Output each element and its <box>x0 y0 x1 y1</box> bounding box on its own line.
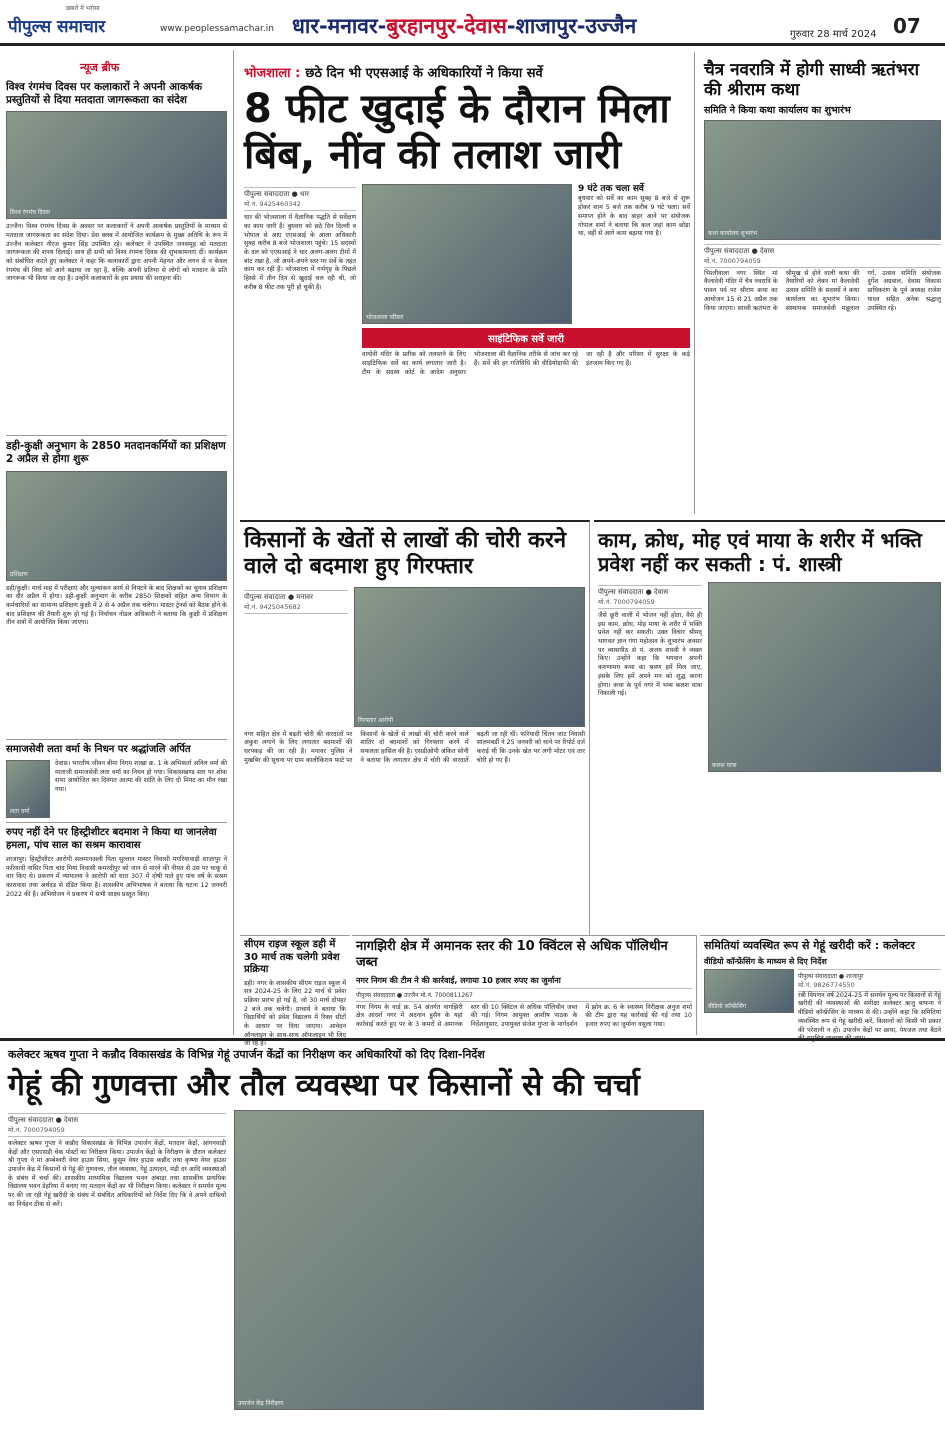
news-brief-column <box>0 50 234 1035</box>
shastri-story <box>594 520 945 935</box>
shastri-headline: काम, क्रोध, मोह एवं माया के शरीर में भक्ति प्रवेश नहीं कर सकती : पं. शास्त्री <box>598 528 922 576</box>
story-court-headline: रुपए नहीं देने पर हिस्ट्रीशीटर बदमाश ने किया था जानलेवा हमला, पांच साल का सश्रम कारावास <box>6 827 217 851</box>
navratri-byline-text: पीपुल्स संवाददाता ● देवास <box>704 246 775 255</box>
polythene-story <box>352 935 697 1035</box>
polythene-headline: नागझिरी क्षेत्र में अमानक स्तर की 10 क्विंटल से अधिक पॉलिथीन जब्त <box>356 939 668 971</box>
navratri-mobile: मो.नं. 7000794059 <box>704 256 761 265</box>
farmers-theft-photo <box>354 587 585 727</box>
farmers-theft-headline: किसानों के खेतों से लाखों की चोरी करने वाले दो बदमाश हुए गिरफ्तार <box>244 528 567 580</box>
logo-text: पीपुल्स समाचार <box>8 17 106 37</box>
shastri-photo <box>708 582 941 772</box>
cities-part-b: बुरहानपुर-देवास <box>386 14 507 38</box>
wheat-procurement-story <box>700 935 945 1043</box>
story-training-photo <box>6 471 227 581</box>
story-theatre-photo-label: विश्व रंगमंच दिवस <box>10 209 50 217</box>
story-tribute-photo-label: लता वर्मा <box>10 808 30 815</box>
wheat-procurement-headline: समितियां व्यवस्थित रूप से गेहूं खरीदी करें : कलेक्टर <box>704 939 915 952</box>
wheat-procurement-byline <box>798 969 941 992</box>
issue-date: गुरुवार 28 मार्च 2024 <box>790 29 877 40</box>
polythene-body: नगर निगम के वार्ड क्र. 54 अंतर्गत नागझिरी क्षेत्र आदर्श नगर में अदनान हुसैन के यहां कार्रवाई करते हुए पर के 3 कमरों से अमानक स्तर की 10 क्विंटल से अधिक पॉलिथीन जब्त की गई। निगम आयुक्त आशीष पाठक के निर्देशानुसार, उपायुक्त संजेश गुप्ता के मार्गदर्शन में झोन क्र. 6 के स्वास्थ्य निरीक्षक अनुज शर्मा की टीम द्वारा यह कार्रवाई की गई तथा 10 हजार रुपए का जुर्माना वसूला गया। <box>356 1003 692 1028</box>
wheat-quality-byline <box>8 1113 226 1137</box>
bhojshala-mobile: मो.नं. 9425460342 <box>244 200 301 209</box>
wheat-procurement-byline-text: पीपुल्स संवाददाता ● शाजापुर <box>798 972 864 980</box>
shastri-byline <box>598 585 702 609</box>
bhojshala-kicker-rest: छठे दिन भी एएसआई के अधिकारियों ने किया सर्वे <box>305 66 543 81</box>
newspaper-logo <box>6 4 156 40</box>
wheat-quality-photo-label: उपार्जन केंद्र निरीक्षण <box>238 1400 284 1407</box>
website-url: www.peoplessamachar.in <box>160 24 274 34</box>
bhojshala-side-body: बुधवार को सर्वे का काम सुबह 8 बजे से शुरू होकर शाम 5 बजे तक करीब 9 घंटे चला। सर्वे समाप्त होने के बाद बाहर आने पर संयोजक गोपाल शर्मा ने बताया कि कल जहां काम छोड़ा था, वहीं से आगे काम बढ़ाया गया है। <box>578 195 690 238</box>
wheat-quality-body: कलेक्टर ऋषव गुप्ता ने कन्नौद विकासखंड के विभिन्न उपार्जन केंद्रों, मतदान केंद्रों, आंगनवाड़ी केंद्रों और एसएसडी चेक पोस्टों का निरीक्षण किया। उपार्जन केंद्रों के निरीक्षण के दौरान कलेक्टर श्री गुप्ता ने मां अम्बेश्वरी वेयर हाउस सिया, कुसुम वेयर हाउस कन्नौद तथा कृष्णा वेयर हाउस उपार्जन केंद्र में किसानों से गेहूं की गुणवत्ता, तौल व्यवस्था, गेहूं उत्पादन, मंडी दर आदि व्यवस्थाओं के संबंध में चर्चा की। शासकीय माध्यमिक विद्यालय भवन अंबाड़ा तथा शासकीय प्राथमिक विद्यालय भवन डेहरिया में बनाए गए मतदान केंद्रों का भी निरीक्षण किया। कलेक्टर ने समर्थन मूल्य पर की जा रही गेहूं खरीदी के संबंध में संबंधित अधिकारियों को निर्देश दिए कि वे अपने दायित्वों का निर्वहन ठीक से करें। <box>8 1140 226 1208</box>
bhojshala-kicker: भोजशाला : <box>244 66 301 81</box>
shastri-byline-text: पीपुल्स संवाददाता ● देवास <box>598 588 669 596</box>
farmers-theft-mobile: मो.नं. 9425045682 <box>244 602 301 611</box>
farmers-theft-byline-text: पीपुल्स संवादाता ● मनावर <box>244 592 313 601</box>
story-court-body: शाजापुर। हिस्ट्रीशीटर आरोपी सलमानअली पिता सुल्तान मास्टर निवासी मगरियावाड़ी शाजापुर ने फरियादी नासिर पिता चांद मियां निवासी कमरदीपुर को जान से मारने की नीयत से उस पर चाकू से वार किए थे। प्रकरण में न्यायालय ने आरोपी को धारा 307 में दोषी पाते हुए पांच वर्ष के सश्रम कारावास तथा अर्थदंड से दंडित किया है। शासकीय अभिभाषक ने बताया कि घटना 12 जनवरी 2022 की है। अभियोजन ने प्रकरण में सभी साक्ष्य प्रस्तुत किए। <box>6 856 227 898</box>
bhojshala-byline-text: पीपुल्स संवाददाता ● धार <box>244 190 309 199</box>
wheat-procurement-subhead: वीडियो कॉन्फ्रेंसिंग के माध्यम से दिए निर्देश <box>704 956 827 966</box>
story-training-headline: डही-कुक्षी अनुभाग के 2850 मतदानकर्मियों का प्रशिक्षण 2 अप्रैल से होगा शुरू <box>6 440 226 466</box>
navratri-photo-label: कथा कार्यालय शुभारंभ <box>708 229 758 237</box>
story-training-body: डही/कुक्षी। मार्च माह में परीक्षाएं और मूल्यांकन कार्य से निपटने के बाद शिक्षकों का चुनाव प्रशिक्षण का दौर अप्रैल में होगा। डही-कुक्षी अनुभाग के करीब 2850 शिक्षकों सहित अन्य विभाग के कर्मचारियों का सामान्य प्रशिक्षण कुक्षी में 2 से 4 अप्रैल तक चलेगा। मास्टर ट्रेनर्स को बैठक होने के बाद प्रशिक्षण की तैयारी शुरू हो गई है। निर्वाचन नोडल अधिकारी ने बताया कि कुक्षी में प्रशिक्षण तीन सत्रों में आयोजित किया जाएगा। <box>6 584 227 627</box>
story-tribute-photo <box>6 760 50 818</box>
bhojshala-story <box>240 52 695 514</box>
cmrise-headline: सीएम राइज स्कूल डही में 30 मार्च तक चलेगी प्रवेश प्रक्रिया <box>244 939 340 975</box>
cmrise-body: डही। नगर के शासकीय सीएम राइज स्कूल में सत्र 2024-25 के लिए 22 मार्च से प्रवेश प्रक्रिया प्रारंभ हो गई है, जो 30 मार्च दोपहर 2 बजे तक चलेगी। प्राचार्य ने बताया कि विद्यार्थियों को प्रवेश विद्यालय में रिक्त सीटों के आधार पर दिया जाएगा। आवेदन ऑनलाइन के साथ-साथ ऑफलाइन भी लिए जा रहे हैं। <box>244 979 346 1048</box>
masthead <box>0 0 945 46</box>
navratri-byline <box>704 244 941 268</box>
navratri-photo <box>704 120 941 240</box>
bhojshala-body: धार की भोजशाला में वैज्ञानिक पद्धति से सर्वेक्षण का काम जारी है। बुधवार को छठे दिन दिल्ली व भोपाल से आए एएसआई के आला अधिकारी सुबह करीब 8 बजे भोजशाला पहुंचे। 15 सदस्यों के दल को एएसआई ने चार अलग-अलग टीमों में बांट रखा है, जो अपने-अपने स्तर पर सर्वे के तहत काम कर रही हैं। भोजशाला में गर्भगृह के पिछले हिस्से में तीन दिन से खुदाई चल रही थी, जो करीब 8 फीट तक पूरी हो चुकी है। <box>244 214 356 291</box>
news-brief-label: न्यूज ब्रीफ <box>80 61 120 74</box>
wheat-quality-mobile: मो.नं. 7000794059 <box>8 1126 65 1134</box>
farmers-theft-photo-label: गिरफ्तार आरोपी <box>358 716 394 724</box>
wheat-quality-headline: गेहूं की गुणवत्ता और तौल व्यवस्था पर किसानों से की चर्चा <box>8 1068 640 1103</box>
story-tribute-body: देवास। भारतीय जीवन बीमा निगम शाखा क्र. 1 के अभिकर्ता अनिल वर्मा की माताजी समाजसेवी लता वर्मा का निधन हो गया। विकासखण्ड स्तर पर शोक सभा आयोजित कर दिवंगत आत्मा की शांति के लिए दो मिनट का मौन रखा गया। <box>55 760 227 794</box>
polythene-byline <box>356 988 692 1002</box>
wheat-procurement-photo-label: वीडियो कॉन्फ्रेंसिंग <box>708 1002 747 1010</box>
navratri-subhead: समिति ने किया कथा कार्यालय का शुभारंभ <box>704 104 851 116</box>
bhojshala-side-headline: 9 घंटे तक चला सर्वे <box>578 184 644 195</box>
wheat-procurement-photo <box>704 969 794 1013</box>
logo-tagline: ख़बरों में भरोसा <box>66 5 100 12</box>
page-number: 07 <box>893 14 921 38</box>
shastri-photo-label: कलश यात्रा <box>712 762 737 769</box>
farmers-theft-story <box>240 520 590 935</box>
story-theatre-photo <box>6 111 227 219</box>
shastri-body: जैसे छूरी वाली में भोजन नहीं होता, वैसे ही इस काम, क्रोध, मोह माया के शरीर में भक्ति प्रवेश नहीं कर सकती। उक्त विचार श्रीमद् भागवत ज्ञान गंगा महोत्सव के शुभारंभ अवसर पर व्यासपीठ से पं. अजय शास्त्री ने व्यक्त किए। उन्होंने कहा कि भगवान अपनी करुणामय कथा का श्रवण हमें मिल जाए, इसके लिए हमें अपने मन को शुद्ध करना होगा। कथा के पूर्व नगर में भव्य कलश यात्रा निकाली गई। <box>598 612 702 698</box>
polythene-byline-text: पीपुल्स संवाददाता ● उज्जैन <box>356 991 419 999</box>
edition-cities <box>292 12 772 40</box>
farmers-theft-byline <box>244 590 348 614</box>
bhojshala-photo <box>362 184 572 324</box>
story-theatre-body: उज्जैन। विश्व रंगमंच दिवस के अवसर पर कलाकारों ने अपनी आकर्षक प्रस्तुतियों के माध्यम से मतदाता जागरूकता का संदेश दिया। प्रेस क्लब में आयोजित कार्यक्रम के मुख्य अतिथि के रूप में उज्जैन कलेक्टर नीरज कुमार सिंह उपस्थित रहे। कलेक्टर ने उपस्थित जनसमूह को मतदाता जागरूकता की शपथ दिलाई। साथ ही सभी को विश्व रंगमंच दिवस की शुभकामनाएं दीं। कार्यक्रम को संबोधित करते हुए कलेक्टर ने कहा कि कलाकारों द्वारा अपनी मेहनत और लगन से न केवल रंगमंच की विधा को आगे बढ़ाया जा रहा है, बल्कि अपनी प्रतिभा से लोगों को मतदान के प्रति जागरूक भी किया जा रहा है। उन्होंने कलाकारों के इस प्रयास की सराहना की। <box>6 223 227 283</box>
shastri-mobile: मो.नं. 7000794059 <box>598 598 655 606</box>
story-tribute-headline: समाजसेवी लता वर्मा के निधन पर श्रद्धांजलि अर्पित <box>6 743 191 755</box>
wheat-quality-story <box>0 1038 945 1445</box>
bhojshala-photo-label: भोजशाला परिसर <box>366 314 404 322</box>
wheat-procurement-body: रबी विपणन वर्ष 2024-25 में समर्थन मूल्य पर किसानों से गेहूं खरीदी की व्यवस्थाओं की समीक्षा कलेक्टर ऋजु बाफना ने वीडियो कॉन्फ्रेंसिंग के माध्यम से की। उन्होंने कहा कि समितियां व्यवस्थित रूप से गेहूं खरीदी करें, किसानों को किसी भी प्रकार की परेशानी न हो। उपार्जन केंद्रों पर छाया, पेयजल तथा बैठने की समुचित व्यवस्था की जाए। <box>798 991 941 1043</box>
polythene-subhead: नगर निगम की टीम ने की कार्रवाई, लगाया 10 हजार रुपए का जुर्माना <box>356 975 561 985</box>
wheat-quality-kicker: कलेक्टर ऋषव गुप्ता ने कन्नौद विकासखंड के विभिन्न गेहूं उपार्जन केंद्रों का निरीक्षण कर अधिकारियों को दिए दिशा-निर्देश <box>8 1048 485 1061</box>
story-theatre-headline: विश्व रंगमंच दिवस पर कलाकारों ने अपनी आकर्षक प्रस्तुतियों से दिया मतदाता जागरूकता का संदेश <box>6 81 203 107</box>
navratri-body: भिश्तीवाला नगर स्थित मां कैलादेवी मंदिर में चैत्र नवरात्रि के पावन पर्व पर श्रीराम कथा का आयोजन 15 से 21 अप्रैल तक किया जाएगा। साध्वी ऋतंभरा के श्रीमुख से होने वाली कथा की तैयारियों को लेकर मां कैलादेवी उत्सव समिति के सदस्यों ने कथा कार्यालय का शुभारंभ किया। संस्थापक समाजसेवी मन्नूलाल गर्ग, उत्सव समिति संयोजक दुर्गेश अग्रवाल, देवास विकास प्राधिकरण के पूर्व अध्यक्ष राजेश यादव सहित अनेक श्रद्धालु उपस्थित रहे। <box>704 269 941 312</box>
bhojshala-headline: 8 फीट खुदाई के दौरान मिला बिंब, नींव की तलाश जारी <box>244 86 670 178</box>
cities-part-a: धार-मनावर- <box>292 14 387 38</box>
wheat-quality-photo <box>234 1110 704 1410</box>
cities-part-c: -शाजापुर-उज्जैन <box>506 14 637 38</box>
farmers-theft-body: नगर सहित क्षेत्र में बढ़ती चोरी की वारदातों पर अंकुश लगाने के लिए लगातार बदमाशों की धरपकड़ की जा रही है। मनावर पुलिस ने मुखबिर की सूचना पर ग्राम कालीकिराय फाटे पर किसानों के खेतों से लाखों की चोरी करने वाले शातिर दो बदमाशों को गिरफ्तार करने में सफलता हासिल की है। एसडीओपी अंकित सोनी ने बताया कि लगातार क्षेत्र में चोरी की वारदातें बढ़ती जा रही थीं। फरियादी चिंतन जाट निवासी सालमबर्डी ने 25 जनवरी को थाने पर रिपोर्ट दर्ज कराई थी कि उनके खेत पर लगी मोटर एवं तार चोरी हो गए हैं। <box>244 730 585 764</box>
story-training-photo-label: प्रशिक्षण <box>10 570 28 578</box>
polythene-mobile: मो.नं. 7000811267 <box>420 991 473 999</box>
wheat-quality-byline-text: पीपुल्स संवाददाता ● देवास <box>8 1116 79 1124</box>
bhojshala-red-body: वाग्देवी मंदिर के प्रतीक को तलाशने के लिए साइंटिफिक सर्वे का कार्य लगातार जारी है। टीम के सदस्य कोर्ट के आदेश अनुसार भोजशाला की वैज्ञानिक तरीके से जांच कर रहे हैं। सर्वे की हर गतिविधि की वीडियोग्राफी की जा रही है और परिसर में सुरक्षा के कड़े इंतजाम किए गए हैं। <box>362 351 690 376</box>
wheat-procurement-mobile: मो.नं. 9826774550 <box>798 980 855 989</box>
bhojshala-red-bar: साइंटिफिक सर्वे जारी <box>362 328 690 348</box>
navratri-story <box>700 52 945 514</box>
cmrise-story <box>240 935 350 1048</box>
bhojshala-byline <box>244 187 356 211</box>
navratri-headline: चैत्र नवरात्रि में होगी साध्वी ऋतंभरा की श्रीराम कथा <box>704 60 920 101</box>
